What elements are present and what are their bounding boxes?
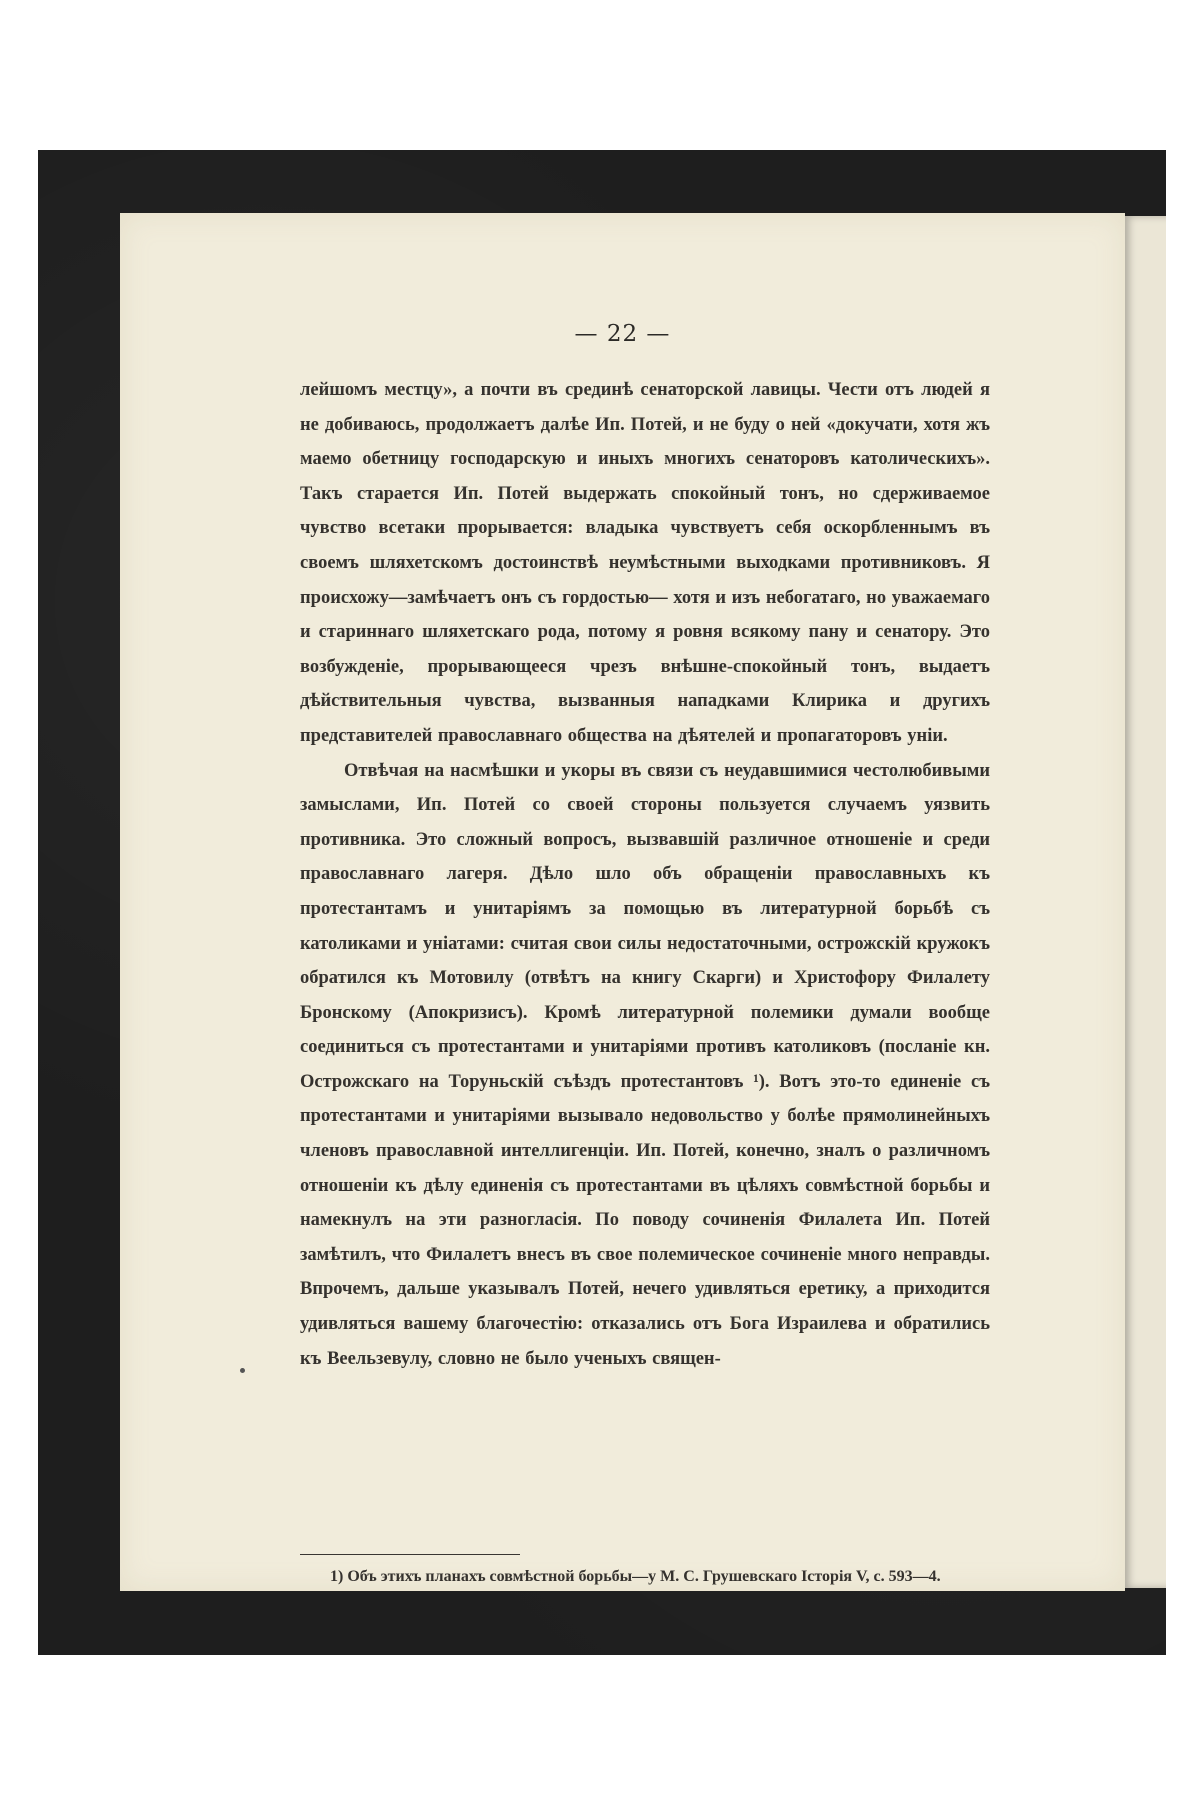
book-page bbox=[120, 213, 1125, 1591]
paper-speck bbox=[240, 1368, 245, 1373]
photo-background bbox=[38, 150, 1166, 1655]
body-text bbox=[300, 373, 990, 1376]
footnote: 1) Объ этихъ планахъ совмѣстной борьбы—у М. С. Грушевскаго Історія V, с. 593—4. bbox=[330, 1568, 941, 1585]
footnote-divider bbox=[300, 1554, 520, 1555]
paragraph-1: лейшомъ местцу», а почти въ срединѣ сенаторской лавицы. Чести отъ людей я не добиваюсь, продолжаетъ далѣе Ип. Потей, и не буду о ней «докучати, хотя жъ маемо обетницу господарскую и иныхъ многихъ сенаторовъ католическихъ». Такъ старается Ип. Потей выдержать спокойный тонъ, но сдерживаемое чувство всетаки прорывается: владыка чувствуетъ себя оскорбленнымъ въ своемъ шляхетскомъ достоинствѣ неумѣстными выходками противниковъ. Я происхожу—замѣчаетъ онъ съ гордостью— хотя и изъ небогатаго, но уважаемаго и стариннаго шляхетскаго рода, потому я ровня всякому пану и сенатору. Это возбужденіе, прорывающееся чрезъ внѣшне-спокойный тонъ, выдаетъ дѣйствительныя чувства, вызванныя нападками Клирика и другихъ представителей православнаго общества на дѣятелей и пропагаторовъ уніи. bbox=[300, 380, 990, 746]
facing-page-edge bbox=[1123, 216, 1166, 1588]
page-number: — 22 — bbox=[574, 321, 671, 347]
paragraph-2: Отвѣчая на насмѣшки и укоры въ связи съ неудавшимися честолюбивыми замыслами, Ип. Потей со своей стороны пользуется случаемъ уязвить противника. Это сложный вопросъ, вызвавшій различное отношеніе и среди православнаго лагеря. Дѣло шло объ обращеніи православныхъ къ протестантамъ и унитаріямъ за помощью въ литературной борьбѣ съ католиками и уніатами: считая свои силы недостаточными, острожскій кружокъ обратился къ Мотовилу (отвѣтъ на книгу Скарги) и Христофору Филалету Бронскому (Апокризисъ). Кромѣ литературной полемики думали вообще соединиться съ протестантами и унитаріями противъ католиковъ (посланіе кн. Острожскаго на Торуньскій съѣздъ протестантовъ ¹). Вотъ это-то единеніе съ протестантами и унитаріями вызывало недовольство у болѣе прямолинейныхъ членовъ православной интеллигенціи. Ип. Потей, конечно, зналъ о различномъ отношеніи къ дѣлу единенія съ протестантами въ цѣляхъ совмѣстной борьбы и намекнулъ на эти разногласія. По поводу сочиненія Филалета Ип. Потей замѣтилъ, что Филалетъ внесъ въ свое полемическое сочиненіе много неправды. Впрочемъ, дальше указывалъ Потей, нечего удивляться еретику, а приходится удивляться вашему благочестію: отказались отъ Бога Израилева и обратились къ Веельзевулу, словно не было ученыхъ священ- bbox=[300, 760, 990, 1369]
